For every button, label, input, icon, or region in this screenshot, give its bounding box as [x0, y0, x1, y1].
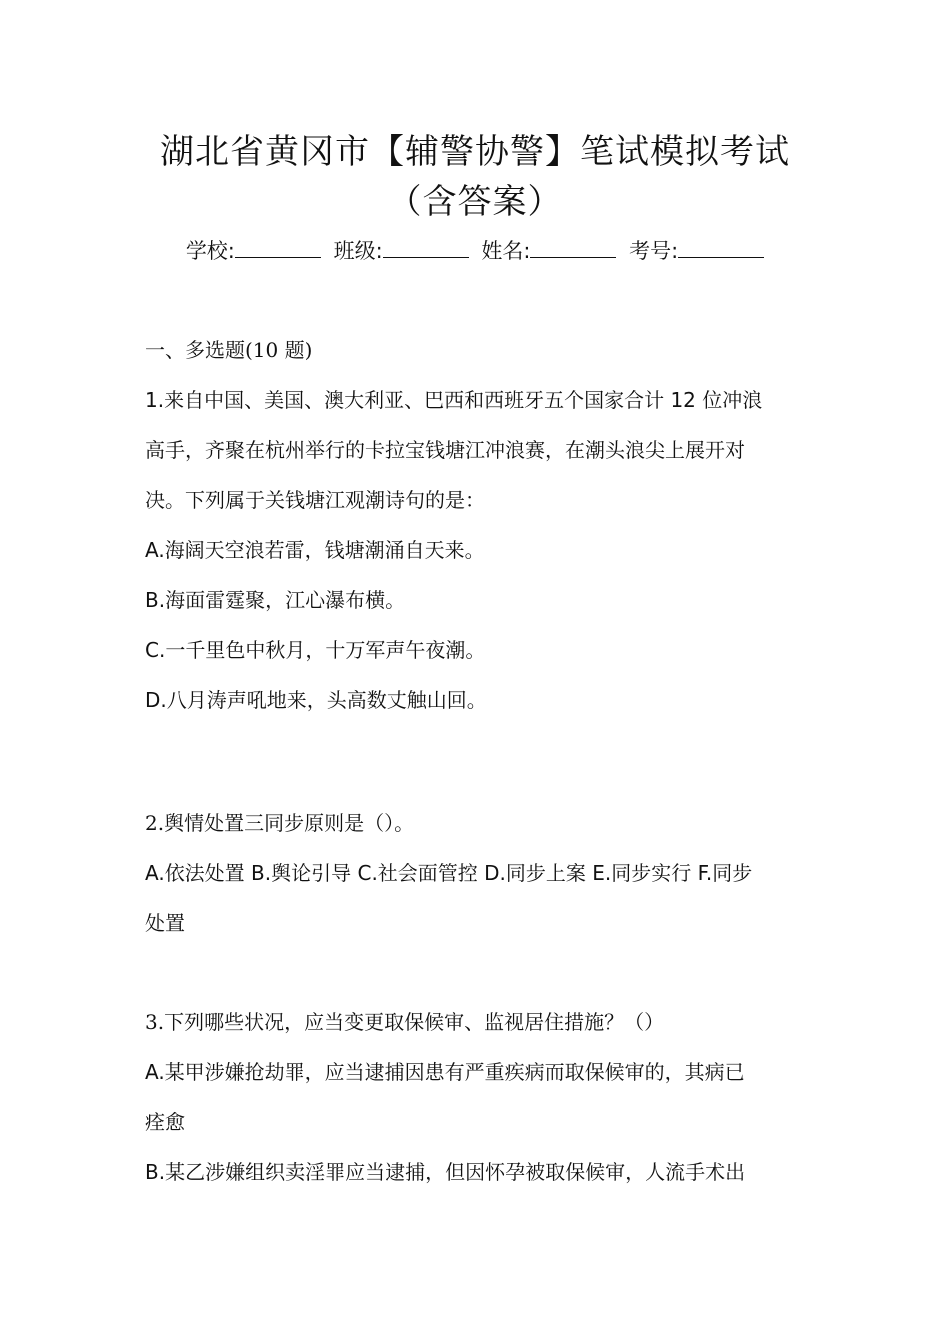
document-subtitle: （含答案）: [387, 182, 563, 222]
question-2-stem: 2.舆情处置三同步原则是（）。: [145, 811, 415, 835]
class-blank: [383, 237, 469, 258]
name-field[interactable]: [481, 239, 616, 263]
name-label: 姓名:: [481, 239, 531, 263]
question-3-option-a-line-1: A.某甲涉嫌抢劫罪，应当逮捕因患有严重疾病而取保候审的，其病已: [145, 1060, 745, 1084]
class-label: 班级:: [333, 239, 383, 263]
question-1-option-d: D.八月涛声吼地来，头高数丈触山回。: [145, 688, 487, 712]
question-1-line-2: 高手，齐聚在杭州举行的卡拉宝钱塘江冲浪赛，在潮头浪尖上展开对: [145, 438, 745, 462]
number-blank: [678, 237, 764, 258]
question-3-option-a-line-2: 痊愈: [145, 1110, 185, 1134]
class-field[interactable]: [334, 239, 469, 263]
name-blank: [530, 237, 616, 258]
question-2-options-line-2: 处置: [145, 911, 185, 935]
question-2-options-line-1: A.依法处置 B.舆论引导 C.社会面管控 D.同步上案 E.同步实行 F.同步: [145, 861, 753, 885]
school-blank: [235, 237, 321, 258]
section-heading: 一、多选题(10 题): [145, 338, 313, 362]
number-label: 考号:: [629, 239, 679, 263]
question-1-option-c: C.一千里色中秋月，十万军声午夜潮。: [145, 638, 486, 662]
question-1-option-a: A.海阔天空浪若雷，钱塘潮涌自天来。: [145, 538, 485, 562]
question-1-option-b: B.海面雷霆聚，江心瀑布横。: [145, 588, 406, 612]
question-3-option-b-line-1: B.某乙涉嫌组织卖淫罪应当逮捕，但因怀孕被取保候审，人流手术出: [145, 1160, 746, 1184]
document-title: 湖北省黄冈市【辅警协警】笔试模拟考试: [160, 132, 790, 172]
school-label: 学校:: [185, 239, 235, 263]
question-1-line-1: 1.来自中国、美国、澳大利亚、巴西和西班牙五个国家合计 12 位冲浪: [145, 388, 763, 412]
number-field[interactable]: [629, 239, 764, 263]
school-field[interactable]: [186, 239, 321, 263]
question-1-line-3: 决。下列属于关钱塘江观潮诗句的是：: [145, 488, 485, 512]
student-info-row: [0, 236, 950, 266]
question-3-stem: 3.下列哪些状况，应当变更取保候审、监视居住措施？（）: [145, 1010, 665, 1034]
